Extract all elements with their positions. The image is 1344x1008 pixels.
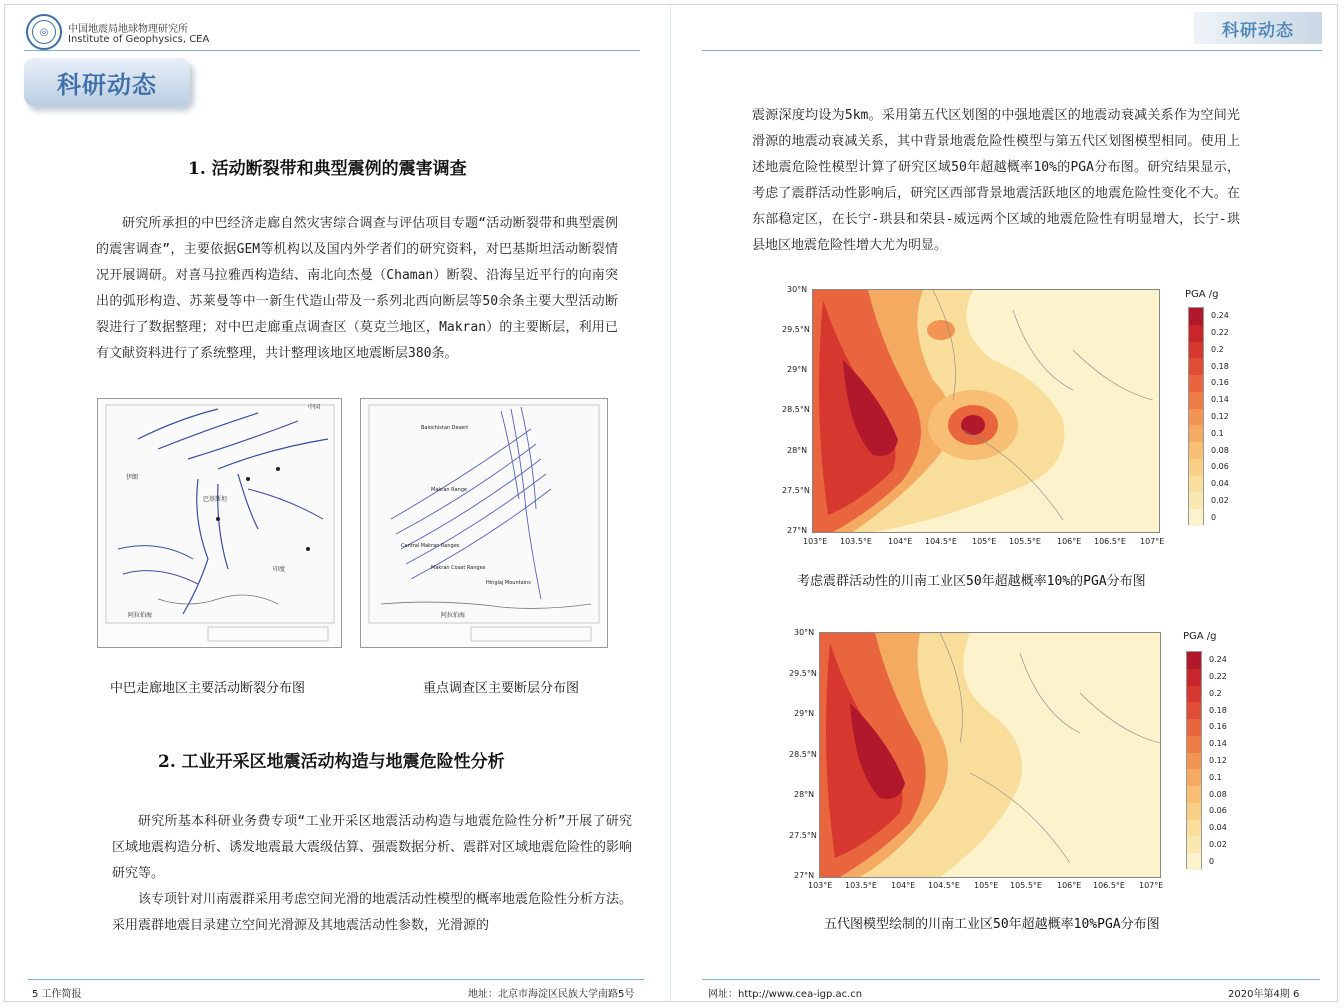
header-rule-left — [24, 50, 640, 51]
colorbar-swatch — [1187, 669, 1201, 686]
map2-ytick: 27.5°N — [789, 831, 817, 840]
map1-xtick: 104°E — [888, 537, 913, 546]
footer-website: 网址：http://www.cea-igp.ac.cn — [708, 989, 863, 1000]
colorbar-label: 0.1 — [1211, 428, 1224, 438]
makran-fault-figure — [360, 398, 608, 648]
map1-caption: 考虑震群活动性的川南工业区50年超越概率10%的PGA分布图 — [797, 574, 1146, 589]
colorbar-swatch — [1187, 769, 1201, 786]
footer-issue: 2020年第4期 6 — [1228, 989, 1300, 1000]
section2-paragraph-2: 该专项针对川南震群采用考虑空间光滑的地震活动性模型的概率地震危险性分析方法。采用震群地震目录建立空间光滑源及其地震活动性参数，光滑源的 — [112, 892, 633, 933]
pga-map-swarm-plot — [813, 290, 1159, 532]
colorbar-label: 0.12 — [1211, 412, 1229, 421]
map1-ytick: 27.5°N — [782, 486, 810, 495]
right-paragraph: 震源深度均设为5km。采用第五代区划图的中强地震区的地震动衰减关系作为空间光滑源的地震动衰减关系，其中背景地震危险性模型与第五代区划图模型相同。使用上述地震危险性模型计算了研究区域50年超越概率10%的PGA分布图。研究结果显示，考虑了震群活动性影响后，研究区西部背景地震活跃地区的地震危险性变化不大。在东部稳定区，在长宁-珙县和荣县-威远两个区域的地震危险性有明显增大，长宁-珙县地区地震危险性增大尤为明显。 — [752, 108, 1240, 253]
colorbar-swatch — [1189, 509, 1203, 526]
map2-xtick: 104.5°E — [928, 881, 960, 890]
colorbar-label: 0.16 — [1209, 722, 1227, 732]
colorbar-label: 0.08 — [1211, 445, 1229, 455]
map1-xtick: 105.5°E — [1009, 537, 1041, 546]
map2-xtick: 105.5°E — [1010, 881, 1042, 890]
fig1-caption: 中巴走廊地区主要活动断裂分布图 — [110, 681, 306, 696]
colorbar-swatch — [1189, 358, 1203, 375]
colorbar-swatch — [1187, 836, 1201, 853]
map2-xtick: 107°E — [1139, 881, 1164, 890]
colorbar-swatch — [1189, 342, 1203, 359]
map2-caption: 五代图模型绘制的川南工业区50年超越概率10%PGA分布图 — [824, 917, 1160, 932]
pga-map-fifth-gen-plot — [820, 633, 1160, 877]
map1-xtick: 103.5°E — [840, 537, 872, 546]
fault-map-label: 巴基斯坦 — [203, 496, 228, 503]
map2-ytick: 29°N — [794, 709, 815, 718]
map1-ytick: 29°N — [787, 365, 808, 374]
makran-label: 阿拉伯海 — [441, 612, 466, 619]
colorbar-swatch — [1189, 325, 1203, 342]
makran-label: Makran Coast Ranges — [431, 565, 486, 571]
section1-title: 1. 活动断裂带和典型震例的震害调查 — [188, 159, 467, 179]
map2-legend-title: PGA /g — [1183, 631, 1217, 642]
makran-fault-drawing — [361, 399, 607, 647]
colorbar-swatch — [1189, 476, 1203, 493]
map1-xtick: 105°E — [972, 537, 997, 546]
colorbar-swatch — [1189, 442, 1203, 459]
map1-ytick: 28.5°N — [782, 405, 810, 414]
colorbar-swatch — [1187, 702, 1201, 719]
colorbar-label: 0.04 — [1209, 823, 1227, 833]
colorbar-swatch — [1189, 409, 1203, 426]
colorbar-label: 0.22 — [1209, 672, 1227, 682]
org-name-en: Institute of Geophysics, CEA — [68, 34, 210, 45]
colorbar-label: 0.02 — [1209, 839, 1227, 849]
map1-colorbar — [1188, 307, 1229, 525]
colorbar-swatch — [1189, 425, 1203, 442]
footer-page-left: 5 工作简报 — [32, 989, 82, 1000]
makran-label: Makran Range — [431, 487, 467, 493]
colorbar-swatch — [1189, 392, 1203, 409]
section-badge-left: 科研动态 — [24, 58, 190, 106]
colorbar-label: 0.24 — [1209, 655, 1227, 665]
colorbar-swatch — [1187, 820, 1201, 837]
colorbar-label: 0.2 — [1211, 344, 1224, 354]
institute-logo — [26, 14, 62, 50]
map1-legend-title: PGA /g — [1185, 289, 1219, 300]
map2-xtick: 106°E — [1057, 881, 1082, 890]
colorbar-swatch — [1187, 786, 1201, 803]
pga-map-fifth-gen — [819, 632, 1161, 878]
makran-label: Hinglaj Mountains — [486, 580, 531, 586]
map2-xtick: 103°E — [808, 881, 833, 890]
fault-map-figure — [97, 398, 342, 648]
section1-body — [96, 211, 618, 367]
colorbar-label: 0.04 — [1211, 479, 1229, 489]
section1-paragraph: 研究所承担的中巴经济走廊自然灾害综合调查与评估项目专题“活动断裂带和典型震例的震害调查”，主要依据GEM等机构以及国内外学者们的研究资料，对巴基斯坦活动断裂情况开展调研。对喜马拉雅西构造结、南北向杰曼（Chaman）断裂、沿海呈近平行的向南突出的弧形构造、苏莱曼等中一新生代造山带及一系列北西向断层等50余条主要大型活动断裂进行了数据整理；对中巴走廊重点调查区（莫克兰地区，Makran）的主要断层，利用已有文献资料进行了系统整理，共计整理该地区地震断层380条。 — [96, 216, 618, 361]
colorbar-label: 0.1 — [1209, 772, 1222, 782]
colorbar-label: 0.02 — [1211, 495, 1229, 505]
colorbar-swatch — [1189, 492, 1203, 509]
map1-ytick: 30°N — [787, 285, 808, 294]
section2-body — [112, 809, 632, 939]
map2-colorbar — [1186, 651, 1227, 869]
section-badge-right: 科研动态 — [1194, 12, 1322, 44]
footer-address: 地址：北京市海淀区民族大学南路5号 — [468, 989, 635, 1000]
colorbar-label: 0.24 — [1211, 311, 1229, 321]
colorbar-swatch — [1189, 459, 1203, 476]
map1-ytick: 27°N — [787, 526, 808, 535]
seal-icon: ◎ — [32, 20, 56, 44]
pga-map-with-swarm — [812, 289, 1160, 533]
fault-map-label: 中国 — [308, 404, 321, 411]
map2-ytick: 30°N — [794, 628, 815, 637]
fault-map-label: 阿拉伯海 — [128, 612, 153, 619]
colorbar-swatch — [1187, 652, 1201, 669]
section2-title: 2. 工业开采区地震活动构造与地震危险性分析 — [158, 752, 505, 772]
colorbar-label: 0.2 — [1209, 688, 1222, 698]
colorbar-label: 0.22 — [1211, 328, 1229, 338]
map2-ytick: 29.5°N — [789, 669, 817, 678]
colorbar-swatch — [1189, 308, 1203, 325]
fault-map-label: 伊朗 — [126, 474, 139, 481]
map1-xtick: 104.5°E — [925, 537, 957, 546]
colorbar-label: 0.06 — [1209, 806, 1227, 816]
makran-label: Balochistan Desert — [421, 425, 469, 431]
map1-xtick: 106°E — [1057, 537, 1082, 546]
org-name-cn: 中国地震局地球物理研究所 — [68, 24, 188, 35]
colorbar-swatch — [1187, 686, 1201, 703]
colorbar-label: 0.18 — [1209, 705, 1227, 715]
colorbar-swatch — [1189, 375, 1203, 392]
colorbar-swatch — [1187, 736, 1201, 753]
colorbar-label: 0.16 — [1211, 378, 1229, 388]
colorbar-label: 0.14 — [1209, 739, 1227, 749]
map2-ytick: 28.5°N — [789, 750, 817, 759]
right-body — [752, 103, 1240, 259]
footer-rule-left — [28, 979, 644, 980]
map1-xtick: 103°E — [803, 537, 828, 546]
colorbar-label: 0.12 — [1209, 756, 1227, 765]
map1-ytick: 28°N — [787, 446, 808, 455]
colorbar-label: 0 — [1209, 856, 1215, 866]
fault-map-drawing — [98, 399, 341, 647]
map1-xtick: 106.5°E — [1094, 537, 1126, 546]
map2-xtick: 105°E — [974, 881, 999, 890]
footer-rule-right — [702, 979, 1320, 980]
colorbar-swatch — [1187, 753, 1201, 770]
fault-map-label: 印度 — [273, 566, 286, 573]
colorbar-label: 0 — [1211, 512, 1217, 522]
map2-ytick: 27°N — [794, 871, 815, 880]
map1-ytick: 29.5°N — [782, 325, 810, 334]
page-gutter — [670, 4, 671, 1002]
map2-ytick: 28°N — [794, 790, 815, 799]
section2-paragraph-1: 研究所基本科研业务费专项“工业开采区地震活动构造与地震危险性分析”开展了研究区域地震构造分析、诱发地震最大震级估算、强震数据分析、震群对区域地震危险性的影响研究等。 — [112, 814, 633, 881]
map2-xtick: 103.5°E — [845, 881, 877, 890]
colorbar-label: 0.18 — [1211, 361, 1229, 371]
fig2-caption: 重点调查区主要断层分布图 — [423, 681, 580, 696]
colorbar-swatch — [1187, 803, 1201, 820]
map2-xtick: 104°E — [891, 881, 916, 890]
colorbar-label: 0.08 — [1209, 789, 1227, 799]
map2-xtick: 106.5°E — [1093, 881, 1125, 890]
makran-label: Central Makran Ranges — [401, 543, 460, 549]
colorbar-swatch — [1187, 853, 1201, 870]
map1-xtick: 107°E — [1140, 537, 1165, 546]
colorbar-swatch — [1187, 719, 1201, 736]
header-rule-right — [702, 50, 1322, 51]
colorbar-label: 0.06 — [1211, 462, 1229, 472]
colorbar-label: 0.14 — [1211, 395, 1229, 405]
